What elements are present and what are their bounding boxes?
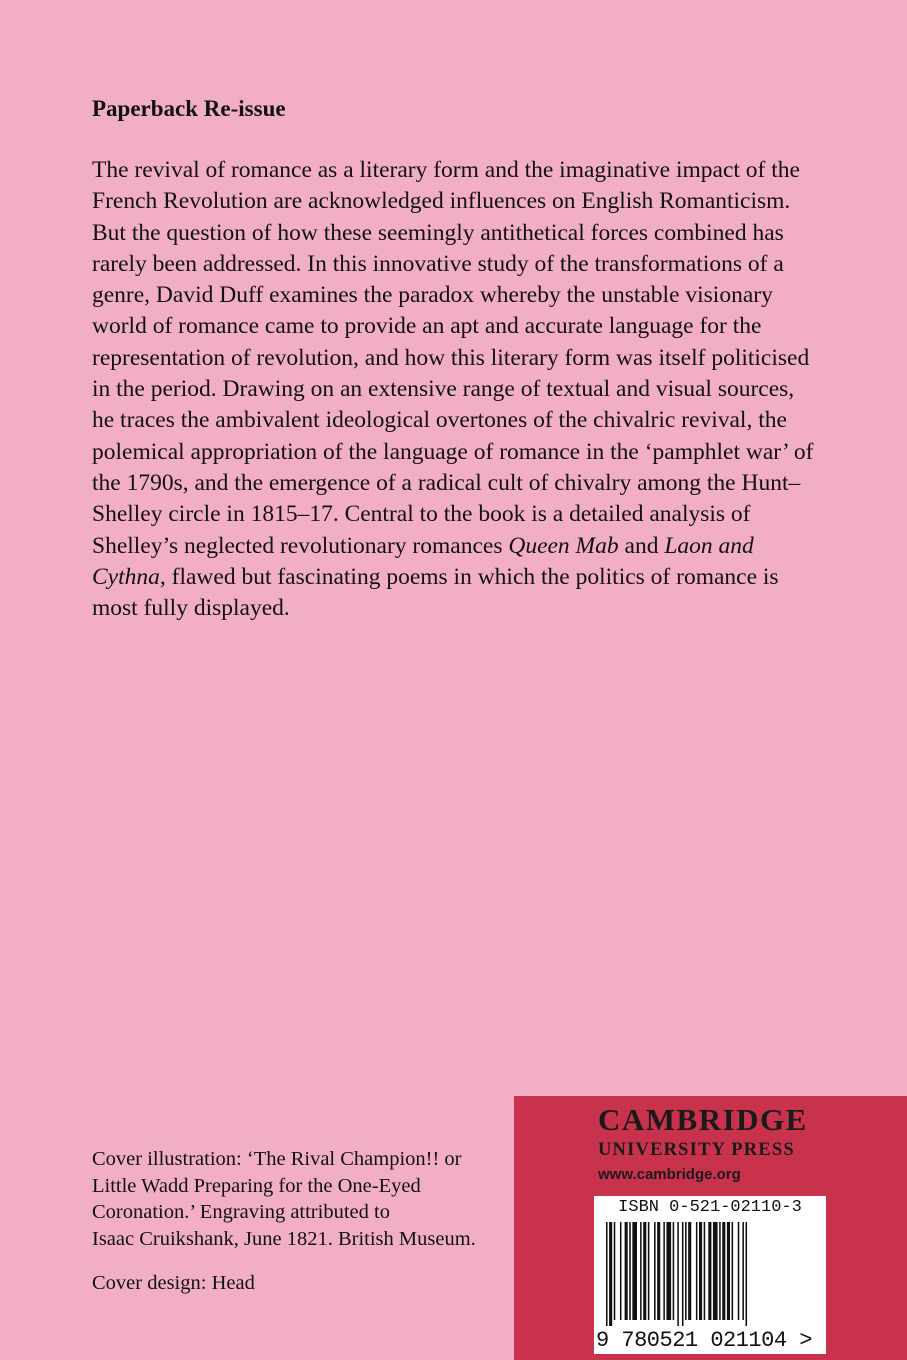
barcode-bar (609, 1222, 612, 1326)
barcode-icon (604, 1222, 816, 1326)
barcode-bar (699, 1222, 702, 1320)
book-title-queen-mab: Queen Mab (508, 532, 619, 559)
barcode-digits: 9 780521 021104 > (596, 1328, 812, 1353)
credit-line: Coronation.’ Engraving attributed to (92, 1201, 390, 1223)
blurb-part2: , flawed but fascinating poems in which the politics of romance is most fully displayed. (92, 563, 779, 622)
barcode-bar (629, 1222, 631, 1320)
publisher-url: www.cambridge.org (598, 1166, 741, 1183)
cover-credits (92, 1146, 476, 1252)
barcode-bar (614, 1222, 616, 1320)
publisher-press: UNIVERSITY PRESS (598, 1140, 795, 1160)
barcode-bar (677, 1222, 679, 1326)
publisher-name: CAMBRIDGE (598, 1102, 808, 1137)
credit-line: Isaac Cruikshank, June 1821. British Museum. (92, 1227, 476, 1250)
blurb (92, 155, 816, 624)
barcode-bar (654, 1222, 656, 1320)
barcode-bar (732, 1222, 734, 1320)
barcode-bar (742, 1222, 744, 1320)
credit-line: Little Wadd Preparing for the One-Eyed (92, 1174, 421, 1197)
barcode-bar (719, 1222, 721, 1320)
blurb-part1: The revival of romance as a literary form and the imaginative impact of the French Revolution are acknowledged influences on English Romanticism. But the question of how these seemingly antithetical forces combined has rarely been addressed. In this innovative study of the transformations of a genre, David Duff examines the paradox whereby the unstable visionary world of romance came to provide an apt and accurate language for the representation of revolution, and how this literary form was itself politicised in the period. Drawing on an extensive range of textual and visual sources, he traces the ambivalent ideological overtones of the chivalric revival, the polemical appropriation of the language of romance in the ‘pamphlet war’ of the 1790s, and the emergence of a radical cult of chivalry among the Hunt–Shelley circle in 1815–17. Central to the book is a detailed analysis of Shelley’s neglected revolutionary romances (92, 157, 814, 559)
barcode-bar (696, 1222, 698, 1320)
barcode-bar (682, 1222, 684, 1326)
heading: Paperback Re-issue (92, 96, 286, 121)
barcode-bar (666, 1222, 671, 1320)
book-title-laon-and-cythna: Laon and Cythna (92, 532, 754, 590)
cover-design-credit: Cover design: Head (92, 1272, 255, 1294)
barcode-bar (643, 1222, 646, 1320)
credit-line: Cover illustration: ‘The Rival Champion!! or (92, 1148, 462, 1170)
barcode-bar (738, 1222, 740, 1320)
barcode-bar (625, 1222, 628, 1320)
publisher-panel (514, 1096, 907, 1360)
barcode-bar (606, 1222, 608, 1326)
barcode-box (594, 1196, 826, 1354)
barcode-bar (708, 1222, 711, 1320)
barcode-bar (746, 1222, 748, 1326)
barcode-bar (632, 1222, 637, 1320)
barcode-bar (685, 1222, 687, 1320)
barcode-bar (688, 1222, 691, 1320)
barcode-bar (713, 1222, 718, 1320)
barcode-bar (663, 1222, 665, 1320)
isbn-label: ISBN 0-521-02110-3 (618, 1198, 802, 1217)
barcode-bar (722, 1222, 725, 1320)
barcode-bar (704, 1222, 706, 1320)
barcode-bar (640, 1222, 642, 1320)
barcode-bar (673, 1222, 675, 1320)
barcode-bar (620, 1222, 622, 1320)
barcode-bar (727, 1222, 730, 1320)
barcode-bar (657, 1222, 660, 1320)
blurb-and: and (618, 532, 665, 559)
barcode-bar (648, 1222, 650, 1320)
